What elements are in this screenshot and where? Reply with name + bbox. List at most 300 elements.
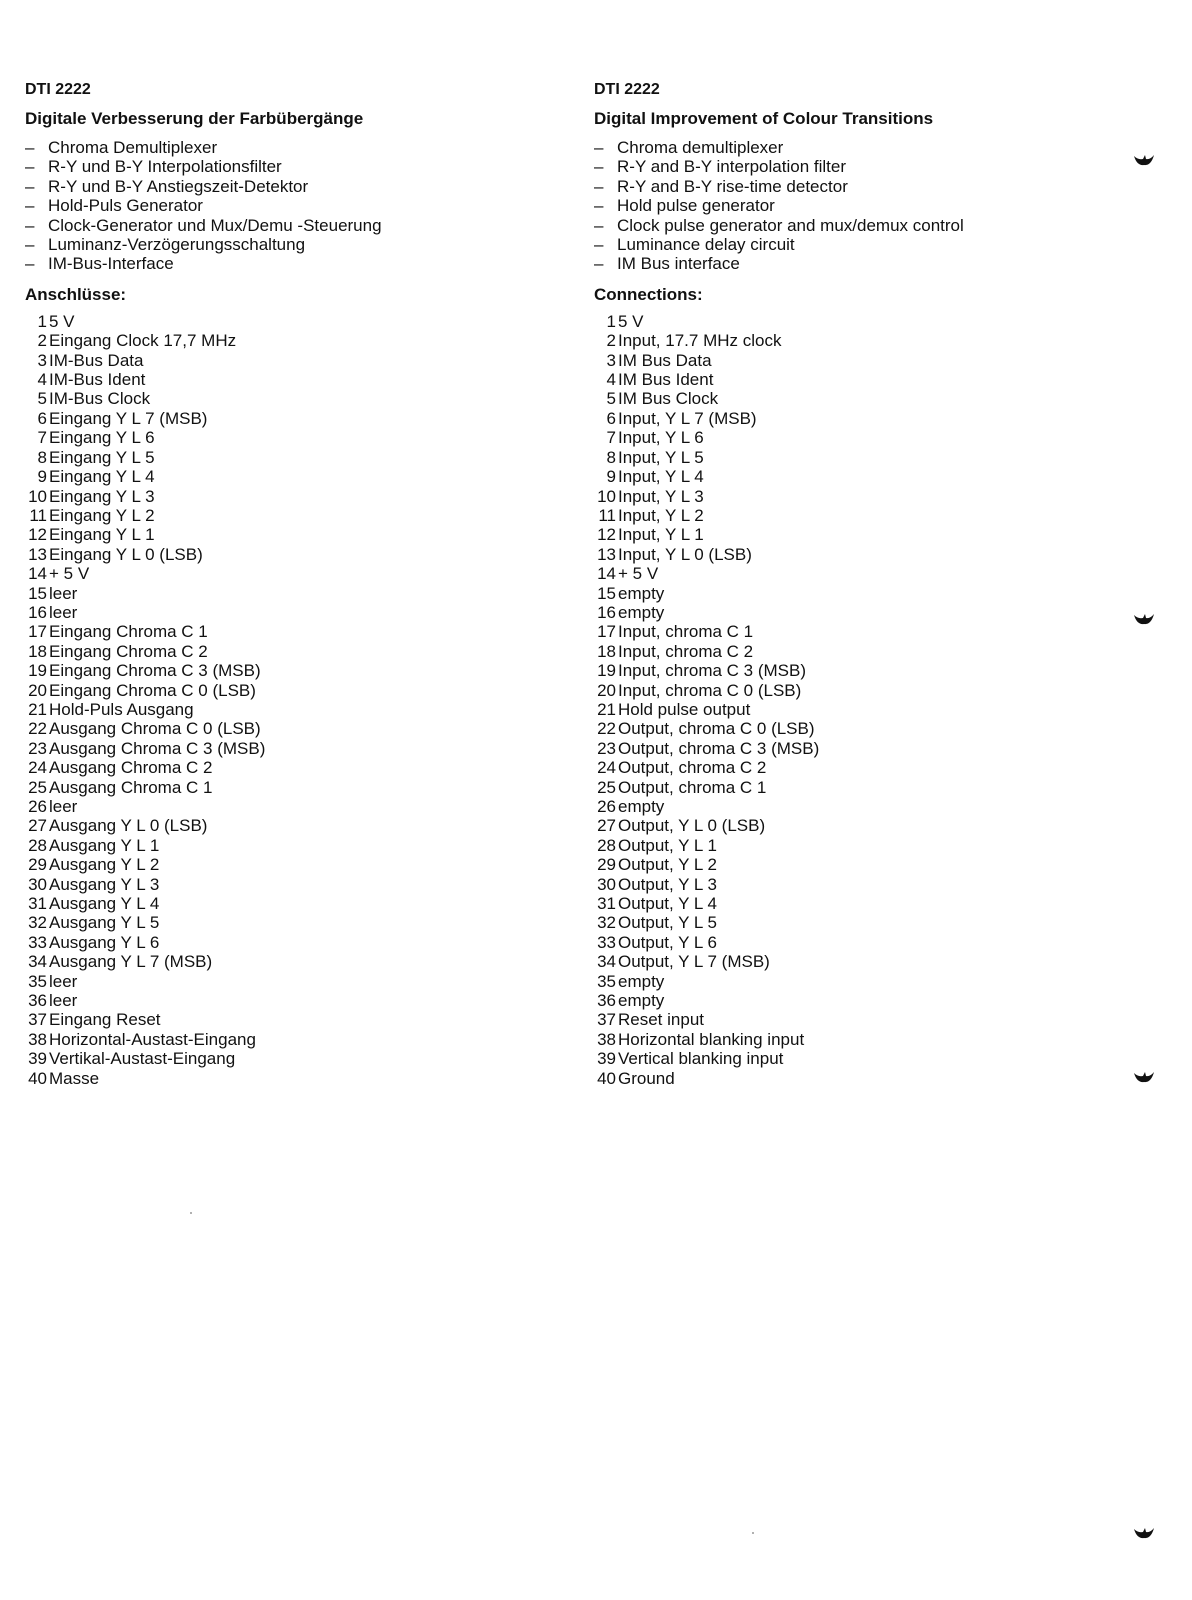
pin-row (25, 642, 585, 661)
pin-row (594, 700, 1154, 719)
punch-mark-icon (1133, 153, 1155, 167)
pin-label: Hold pulse output (618, 699, 751, 719)
pin-number: 14 (28, 564, 47, 584)
pin-label: Input, Y L 7 (MSB) (618, 408, 757, 428)
pin-number: 28 (597, 835, 616, 855)
pin-label: Hold-Puls Ausgang (49, 699, 194, 719)
pin-row (25, 622, 585, 641)
feature-text: Hold-Puls Generator (48, 196, 203, 216)
pin-row (25, 933, 585, 952)
pin-label: Output, Y L 5 (618, 913, 717, 933)
pin-row (594, 331, 1154, 350)
pin-label: Input, Y L 5 (618, 447, 704, 467)
pin-label: Input, Y L 4 (618, 467, 704, 487)
pin-label: empty (618, 602, 665, 622)
feature-text: R-Y und B-Y Anstiegszeit-Detektor (48, 176, 309, 196)
pin-row (594, 719, 1154, 738)
pin-row (25, 467, 585, 486)
pin-number: 30 (28, 874, 47, 894)
pin-number: 32 (28, 913, 47, 933)
pin-row (25, 719, 585, 738)
pin-number: 37 (597, 1010, 616, 1030)
feature-text: Hold pulse generator (617, 196, 775, 216)
pin-row (594, 1030, 1154, 1049)
list-dash: – (594, 254, 604, 274)
pin-label: Eingang Reset (49, 1010, 161, 1030)
pin-label: Eingang Chroma C 3 (MSB) (49, 661, 261, 681)
pin-label: Eingang Y L 2 (49, 505, 155, 525)
pin-label: Masse (49, 1068, 100, 1088)
feature-text: Chroma Demultiplexer (48, 138, 218, 157)
pin-number: 34 (597, 952, 616, 972)
pin-number: 4 (37, 370, 47, 390)
pin-row (594, 739, 1154, 758)
pin-row (594, 312, 1154, 331)
feature-item (25, 235, 585, 254)
list-dash: – (25, 235, 35, 255)
pin-number: 2 (606, 331, 616, 351)
pin-label: Input, chroma C 0 (LSB) (618, 680, 802, 700)
pin-label: Eingang Y L 6 (49, 428, 155, 448)
pin-row (594, 681, 1154, 700)
pin-number: 7 (37, 428, 47, 448)
pin-label: IM-Bus Clock (49, 389, 151, 409)
pin-number: 20 (597, 680, 616, 700)
pin-row (594, 584, 1154, 603)
pin-row (594, 642, 1154, 661)
list-dash: – (25, 254, 35, 274)
pin-number: 15 (597, 583, 616, 603)
pin-label: Input, 17.7 MHz clock (618, 331, 782, 351)
pin-row (25, 875, 585, 894)
pin-number: 31 (597, 894, 616, 914)
pin-number: 35 (28, 971, 47, 991)
pin-number: 4 (606, 370, 616, 390)
feature-item (25, 138, 585, 157)
pin-number: 23 (28, 738, 47, 758)
list-dash: – (594, 157, 604, 177)
pin-row (25, 855, 585, 874)
pin-label: Eingang Y L 3 (49, 486, 155, 506)
pin-number: 12 (28, 525, 47, 545)
pin-row (25, 661, 585, 680)
pin-number: 22 (28, 719, 47, 739)
device-code: DTI 2222 (25, 81, 91, 98)
pin-row (25, 525, 585, 544)
pin-number: 25 (597, 777, 616, 797)
pin-row (25, 428, 585, 447)
pin-row (594, 1069, 1154, 1088)
pin-label: Ausgang Y L 7 (MSB) (49, 952, 213, 972)
pin-label: Ausgang Y L 4 (49, 894, 160, 914)
pin-number: 6 (606, 408, 616, 428)
pin-label: empty (618, 583, 665, 603)
connections-heading: Anschlüsse: (25, 284, 127, 304)
feature-item (594, 196, 1154, 215)
pin-label: Output, chroma C 2 (618, 758, 767, 778)
pin-row (594, 855, 1154, 874)
pin-row (25, 584, 585, 603)
list-dash: – (25, 138, 35, 157)
pin-number: 26 (28, 797, 47, 816)
pin-row (25, 797, 585, 816)
pin-label: IM Bus Clock (618, 389, 719, 409)
pin-number: 14 (597, 564, 616, 584)
pin-row (25, 758, 585, 777)
pin-label: Ausgang Y L 5 (49, 913, 160, 933)
pin-label: leer (49, 971, 78, 991)
pin-label: Input, chroma C 3 (MSB) (618, 661, 807, 681)
device-code: DTI 2222 (594, 81, 660, 98)
pin-number: 10 (28, 486, 47, 506)
pin-label: Output, chroma C 3 (MSB) (618, 738, 820, 758)
pin-row (25, 370, 585, 389)
pin-label: Output, Y L 4 (618, 894, 717, 914)
pin-number: 1 (37, 311, 47, 331)
feature-item (25, 216, 585, 235)
pin-number: 5 (37, 389, 47, 409)
pin-row (594, 933, 1154, 952)
pin-row (25, 1069, 585, 1088)
pin-number: 31 (28, 894, 47, 914)
pin-row (25, 952, 585, 971)
pin-row (25, 331, 585, 350)
pin-row (25, 739, 585, 758)
pin-number: 39 (28, 1049, 47, 1069)
pin-label: Ausgang Chroma C 0 (LSB) (49, 719, 261, 739)
pin-label: Eingang Chroma C 1 (49, 622, 208, 642)
pin-number: 34 (28, 952, 47, 972)
pin-label: Input, Y L 3 (618, 486, 704, 506)
pin-label: Output, chroma C 0 (LSB) (618, 719, 815, 739)
pin-row (594, 506, 1154, 525)
scan-speck (190, 1212, 192, 1214)
pin-number: 16 (597, 602, 616, 622)
pin-label: empty (618, 991, 665, 1011)
pin-label: empty (618, 797, 665, 816)
pin-label: Ausgang Chroma C 3 (MSB) (49, 738, 266, 758)
pin-number: 36 (28, 991, 47, 1011)
pin-number: 37 (28, 1010, 47, 1030)
pin-number: 26 (597, 797, 616, 816)
list-dash: – (25, 196, 35, 216)
pin-row (25, 1049, 585, 1068)
pin-row (594, 894, 1154, 913)
list-dash: – (594, 196, 604, 216)
pin-number: 40 (597, 1068, 616, 1088)
pin-number: 8 (606, 447, 616, 467)
pin-row (25, 409, 585, 428)
pin-row (25, 972, 585, 991)
pin-row (25, 778, 585, 797)
pin-row (594, 952, 1154, 971)
device-title: Digitale Verbesserung der Farbübergänge (25, 109, 364, 128)
pin-number: 21 (597, 699, 616, 719)
pin-number: 30 (597, 874, 616, 894)
pin-label: 5 V (49, 311, 75, 331)
pin-label: Output, Y L 2 (618, 855, 717, 875)
pin-row (25, 448, 585, 467)
pin-label: Horizontal blanking input (618, 1029, 805, 1049)
feature-text: R-Y and B-Y rise-time detector (617, 176, 848, 196)
pin-row (25, 564, 585, 583)
pin-list (25, 312, 585, 1088)
pin-label: Eingang Chroma C 0 (LSB) (49, 680, 256, 700)
pin-number: 38 (597, 1029, 616, 1049)
pin-label: Eingang Y L 0 (LSB) (49, 544, 203, 564)
pin-row (25, 816, 585, 835)
pin-label: Eingang Y L 5 (49, 447, 155, 467)
pin-row (25, 836, 585, 855)
pin-row (594, 409, 1154, 428)
pin-number: 40 (28, 1068, 47, 1088)
pin-row (594, 778, 1154, 797)
pin-label: Output, chroma C 1 (618, 777, 767, 797)
pin-row (594, 836, 1154, 855)
pin-row (594, 913, 1154, 932)
pin-label: Ausgang Y L 1 (49, 835, 160, 855)
pin-row (594, 622, 1154, 641)
pin-number: 29 (597, 855, 616, 875)
pin-row (594, 797, 1154, 816)
pin-number: 3 (37, 350, 47, 370)
list-dash: – (594, 176, 604, 196)
german-column (25, 80, 585, 1088)
pin-label: + 5 V (49, 564, 90, 584)
feature-item (594, 138, 1154, 157)
pin-label: + 5 V (618, 564, 659, 584)
punch-mark-icon (1133, 1070, 1155, 1084)
feature-text: IM Bus interface (617, 254, 740, 274)
punch-mark-icon (1133, 1526, 1155, 1540)
feature-item (594, 235, 1154, 254)
pin-row (594, 428, 1154, 447)
pin-label: Eingang Y L 4 (49, 467, 155, 487)
feature-text: IM-Bus-Interface (48, 254, 174, 274)
pin-number: 32 (597, 913, 616, 933)
feature-list (25, 138, 585, 274)
list-dash: – (594, 235, 604, 255)
pin-row (25, 603, 585, 622)
pin-label: Output, Y L 0 (LSB) (618, 816, 766, 836)
pin-number: 39 (597, 1049, 616, 1069)
pin-label: Eingang Chroma C 2 (49, 641, 208, 661)
pin-label: leer (49, 583, 78, 603)
feature-item (594, 254, 1154, 273)
list-dash: – (25, 176, 35, 196)
pin-row (25, 913, 585, 932)
pin-number: 24 (28, 758, 47, 778)
list-dash: – (25, 215, 35, 235)
pin-number: 13 (28, 544, 47, 564)
pin-number: 17 (28, 622, 47, 642)
pin-label: IM-Bus Data (49, 350, 144, 370)
pin-row (25, 312, 585, 331)
pin-label: Eingang Y L 7 (MSB) (49, 408, 208, 428)
pin-row (25, 1030, 585, 1049)
pin-label: Vertikal-Austast-Eingang (49, 1049, 236, 1069)
feature-item (25, 254, 585, 273)
device-title: Digital Improvement of Colour Transitions (594, 109, 934, 128)
pin-label: Output, Y L 6 (618, 932, 717, 952)
pin-label: Ausgang Chroma C 2 (49, 758, 213, 778)
feature-text: Luminance delay circuit (617, 235, 795, 255)
pin-row (25, 991, 585, 1010)
pin-number: 19 (597, 661, 616, 681)
pin-number: 18 (597, 641, 616, 661)
pin-label: Ausgang Y L 6 (49, 932, 160, 952)
pin-label: Output, Y L 3 (618, 874, 717, 894)
pin-number: 9 (606, 467, 616, 487)
feature-text: Clock pulse generator and mux/demux control (617, 215, 964, 235)
pin-number: 20 (28, 680, 47, 700)
feature-item (594, 177, 1154, 196)
pin-label: Input, Y L 1 (618, 525, 704, 545)
feature-text: R-Y and B-Y interpolation filter (617, 157, 846, 177)
pin-number: 24 (597, 758, 616, 778)
pin-label: Input, Y L 6 (618, 428, 704, 448)
feature-text: Chroma demultiplexer (617, 138, 784, 157)
pin-number: 9 (37, 467, 47, 487)
pin-row (594, 972, 1154, 991)
pin-label: leer (49, 797, 78, 816)
pin-row (594, 389, 1154, 408)
pin-label: IM-Bus Ident (49, 370, 146, 390)
pin-number: 22 (597, 719, 616, 739)
pin-number: 11 (598, 505, 616, 525)
pin-label: 5 V (618, 311, 644, 331)
pin-label: Eingang Clock 17,7 MHz (49, 331, 237, 351)
pin-row (594, 816, 1154, 835)
feature-item (25, 157, 585, 176)
pin-label: Input, Y L 2 (618, 505, 704, 525)
pin-label: Output, Y L 1 (618, 835, 717, 855)
pin-number: 3 (606, 350, 616, 370)
pin-row (594, 661, 1154, 680)
pin-number: 23 (597, 738, 616, 758)
pin-number: 11 (29, 505, 47, 525)
pin-row (594, 370, 1154, 389)
pin-row (25, 681, 585, 700)
feature-text: Clock-Generator und Mux/Demu -Steuerung (48, 215, 382, 235)
pin-label: Output, Y L 7 (MSB) (618, 952, 770, 972)
list-dash: – (25, 157, 35, 177)
pin-number: 27 (28, 816, 47, 836)
pin-number: 15 (28, 583, 47, 603)
pin-row (25, 389, 585, 408)
pin-row (594, 1010, 1154, 1029)
list-dash: – (594, 215, 604, 235)
pin-row (25, 894, 585, 913)
pin-number: 5 (606, 389, 616, 409)
pin-row (25, 1010, 585, 1029)
pin-number: 19 (28, 661, 47, 681)
pin-row (25, 487, 585, 506)
english-column (594, 80, 1154, 1088)
pin-label: Horizontal-Austast-Eingang (49, 1029, 256, 1049)
pin-row (594, 351, 1154, 370)
pin-row (25, 506, 585, 525)
pin-number: 8 (37, 447, 47, 467)
pin-label: empty (618, 971, 665, 991)
pin-row (25, 351, 585, 370)
pin-label: Reset input (618, 1010, 704, 1030)
pin-number: 13 (597, 544, 616, 564)
pin-label: leer (49, 602, 78, 622)
pin-number: 33 (28, 932, 47, 952)
pin-number: 25 (28, 777, 47, 797)
feature-item (594, 216, 1154, 235)
pin-number: 27 (597, 816, 616, 836)
pin-row (25, 700, 585, 719)
pin-number: 38 (28, 1029, 47, 1049)
pin-label: Ground (618, 1068, 675, 1088)
pin-row (594, 545, 1154, 564)
feature-item (25, 196, 585, 215)
pin-number: 6 (37, 408, 47, 428)
pin-row (594, 758, 1154, 777)
pin-number: 17 (597, 622, 616, 642)
pin-row (594, 467, 1154, 486)
pin-number: 1 (606, 311, 616, 331)
pin-number: 7 (606, 428, 616, 448)
pin-row (594, 875, 1154, 894)
pin-row (594, 991, 1154, 1010)
pin-number: 36 (597, 991, 616, 1011)
feature-list (594, 138, 1154, 274)
pin-label: Input, chroma C 2 (618, 641, 754, 661)
pin-list (594, 312, 1154, 1088)
pin-label: IM Bus Ident (618, 370, 714, 390)
pin-row (594, 564, 1154, 583)
pin-number: 29 (28, 855, 47, 875)
pin-label: leer (49, 991, 78, 1011)
feature-text: Luminanz-Verzögerungsschaltung (48, 235, 306, 255)
pin-label: Eingang Y L 1 (49, 525, 155, 545)
pin-label: Ausgang Chroma C 1 (49, 777, 213, 797)
pin-number: 33 (597, 932, 616, 952)
pin-row (594, 603, 1154, 622)
pin-number: 21 (28, 699, 47, 719)
pin-label: Ausgang Y L 3 (49, 874, 160, 894)
pin-row (594, 448, 1154, 467)
pin-label: IM Bus Data (618, 350, 712, 370)
pin-row (594, 487, 1154, 506)
pin-number: 28 (28, 835, 47, 855)
list-dash: – (594, 138, 604, 157)
pin-number: 16 (28, 602, 47, 622)
feature-item (25, 177, 585, 196)
pin-number: 18 (28, 641, 47, 661)
pin-number: 35 (597, 971, 616, 991)
pin-number: 2 (37, 331, 47, 351)
pin-row (25, 545, 585, 564)
pin-label: Ausgang Y L 0 (LSB) (49, 816, 208, 836)
pin-label: Input, chroma C 1 (618, 622, 754, 642)
punch-mark-icon (1133, 612, 1155, 626)
pin-number: 10 (597, 486, 616, 506)
pin-label: Ausgang Y L 2 (49, 855, 160, 875)
pin-row (594, 1049, 1154, 1068)
feature-text: R-Y und B-Y Interpolationsfilter (48, 157, 282, 177)
pin-label: Input, Y L 0 (LSB) (618, 544, 752, 564)
feature-item (594, 157, 1154, 176)
pin-label: Vertical blanking input (618, 1049, 784, 1069)
scan-speck (752, 1532, 754, 1534)
pin-number: 12 (597, 525, 616, 545)
pin-row (594, 525, 1154, 544)
connections-heading: Connections: (594, 284, 703, 304)
